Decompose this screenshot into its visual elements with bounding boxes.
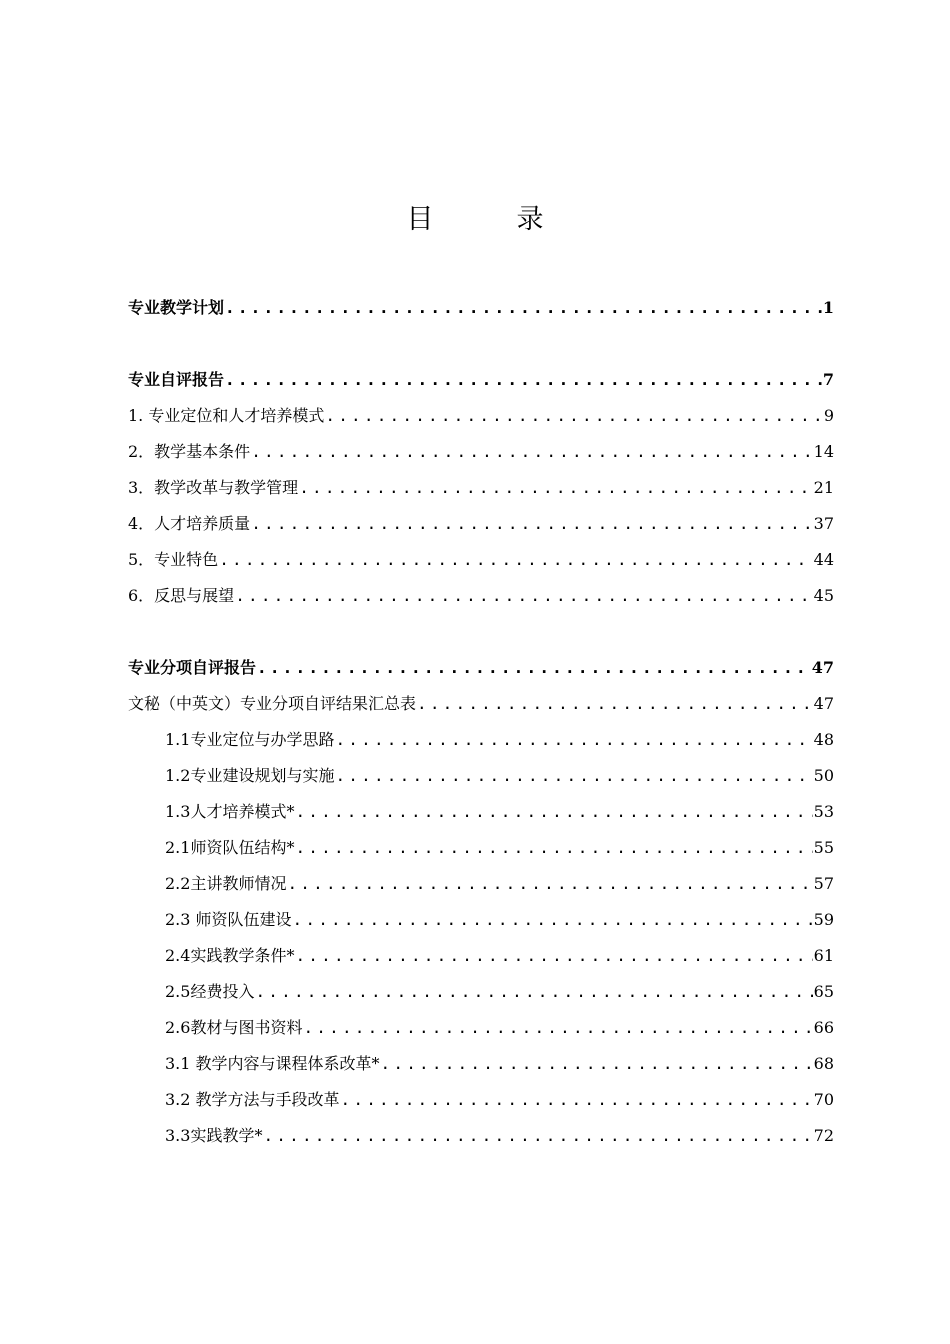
toc-entry-section-2[interactable] — [128, 439, 834, 465]
toc-entry-2-2[interactable] — [165, 871, 834, 897]
toc-entry-3-2[interactable] — [165, 1087, 834, 1113]
toc-entry-label: 3．教学改革与教学管理 — [128, 478, 299, 497]
toc-entry-label: 6．反思与展望 — [128, 586, 235, 605]
toc-entry-label: 3.1 教学内容与课程体系改革* — [165, 1054, 380, 1073]
toc-page-number: 68 — [813, 1054, 834, 1073]
toc-leader-dots — [295, 835, 812, 861]
toc-page-number: 53 — [813, 802, 834, 821]
toc-entry-section-6[interactable] — [128, 583, 834, 609]
toc-entry-label: 4．人才培养质量 — [128, 514, 251, 533]
toc-page-number: 72 — [813, 1126, 834, 1145]
toc-entry-label: 2.5经费投入 — [165, 982, 255, 1001]
toc-entry-2-6[interactable] — [165, 1015, 834, 1041]
toc-leader-dots — [417, 691, 813, 717]
toc-page-number: 21 — [813, 478, 834, 497]
toc-leader-dots — [251, 511, 812, 537]
toc-entry-section-1[interactable] — [128, 403, 834, 429]
toc-entry-2-4[interactable] — [165, 943, 834, 969]
toc-leader-dots — [293, 907, 813, 933]
toc-entry-label: 1.2专业建设规划与实施 — [165, 766, 335, 785]
toc-page-number: 44 — [813, 550, 834, 569]
toc-page-number: 9 — [823, 406, 834, 425]
toc-page-number: 61 — [813, 946, 834, 965]
toc-page-number: 14 — [813, 442, 834, 461]
toc-entry-label: 专业自评报告 — [128, 370, 225, 389]
toc-entry-label: 2.3 师资队伍建设 — [165, 910, 292, 929]
toc-page-number: 48 — [813, 730, 834, 749]
toc-entry-2-1[interactable] — [165, 835, 834, 861]
toc-page-number: 57 — [813, 874, 834, 893]
toc-entry-3-1[interactable] — [165, 1051, 834, 1077]
toc-leader-dots — [225, 367, 822, 393]
toc-entry-section-4[interactable] — [128, 511, 834, 537]
toc-entry-label: 专业教学计划 — [128, 298, 225, 317]
toc-page-number: 59 — [813, 910, 834, 929]
toc-entry-summary-table[interactable] — [128, 691, 834, 717]
toc-leader-dots — [335, 763, 812, 789]
toc-page-number: 47 — [813, 694, 834, 713]
toc-leader-dots — [335, 727, 812, 753]
toc-entry-label: 5．专业特色 — [128, 550, 219, 569]
toc-entry-label: 1.1专业定位与办学思路 — [165, 730, 335, 749]
toc-entry-section-5[interactable] — [128, 547, 834, 573]
toc-entry-self-evaluation-report[interactable] — [128, 367, 834, 393]
toc-entry-section-3[interactable] — [128, 475, 834, 501]
toc-leader-dots — [295, 799, 812, 825]
toc-entry-1-3[interactable] — [165, 799, 834, 825]
toc-entry-2-3[interactable] — [165, 907, 834, 933]
toc-entry-itemized-report[interactable] — [128, 655, 834, 681]
toc-entry-label: 1. 专业定位和人才培养模式 — [128, 406, 325, 425]
toc-page-number: 50 — [813, 766, 834, 785]
toc-page-number: 47 — [811, 658, 834, 677]
toc-leader-dots — [341, 1087, 813, 1113]
toc-page-number: 65 — [813, 982, 834, 1001]
toc-entry-teaching-plan[interactable] — [128, 295, 834, 321]
toc-leader-dots — [219, 547, 812, 573]
toc-entry-label: 2.2主讲教师情况 — [165, 874, 287, 893]
toc-leader-dots — [251, 439, 812, 465]
toc-leader-dots — [325, 403, 822, 429]
toc-entry-label: 2.4实践教学条件* — [165, 946, 295, 965]
toc-entry-label: 3.2 教学方法与手段改革 — [165, 1090, 340, 1109]
toc-leader-dots — [257, 655, 811, 681]
toc-entry-label: 专业分项自评报告 — [128, 658, 257, 677]
toc-entry-label: 1.3人才培养模式* — [165, 802, 295, 821]
toc-entry-label: 2.6教材与图书资料 — [165, 1018, 303, 1037]
toc-leader-dots — [225, 295, 822, 321]
toc-leader-dots — [263, 1123, 812, 1149]
toc-leader-dots — [303, 1015, 812, 1041]
toc-leader-dots — [255, 979, 812, 1005]
toc-page-number: 45 — [813, 586, 834, 605]
toc-entry-label: 文秘（中英文）专业分项自评结果汇总表 — [128, 694, 417, 713]
toc-entry-label: 2.1师资队伍结构* — [165, 838, 295, 857]
toc-leader-dots — [381, 1051, 813, 1077]
toc-page-number: 70 — [813, 1090, 834, 1109]
toc-entry-2-5[interactable] — [165, 979, 834, 1005]
toc-leader-dots — [235, 583, 812, 609]
toc-page-number: 37 — [813, 514, 834, 533]
toc-entry-1-2[interactable] — [165, 763, 834, 789]
page-title: 目 录 — [406, 204, 572, 235]
toc-entry-label: 2．教学基本条件 — [128, 442, 251, 461]
toc-leader-dots — [299, 475, 812, 501]
toc-page-number: 55 — [813, 838, 834, 857]
toc-leader-dots — [287, 871, 812, 897]
toc-entry-label: 3.3实践教学* — [165, 1126, 263, 1145]
toc-page-number: 66 — [813, 1018, 834, 1037]
toc-page-number: 1 — [822, 298, 834, 317]
toc-leader-dots — [295, 943, 812, 969]
toc-entry-1-1[interactable] — [165, 727, 834, 753]
toc-page-number: 7 — [822, 370, 834, 389]
toc-entry-3-3[interactable] — [165, 1123, 834, 1149]
